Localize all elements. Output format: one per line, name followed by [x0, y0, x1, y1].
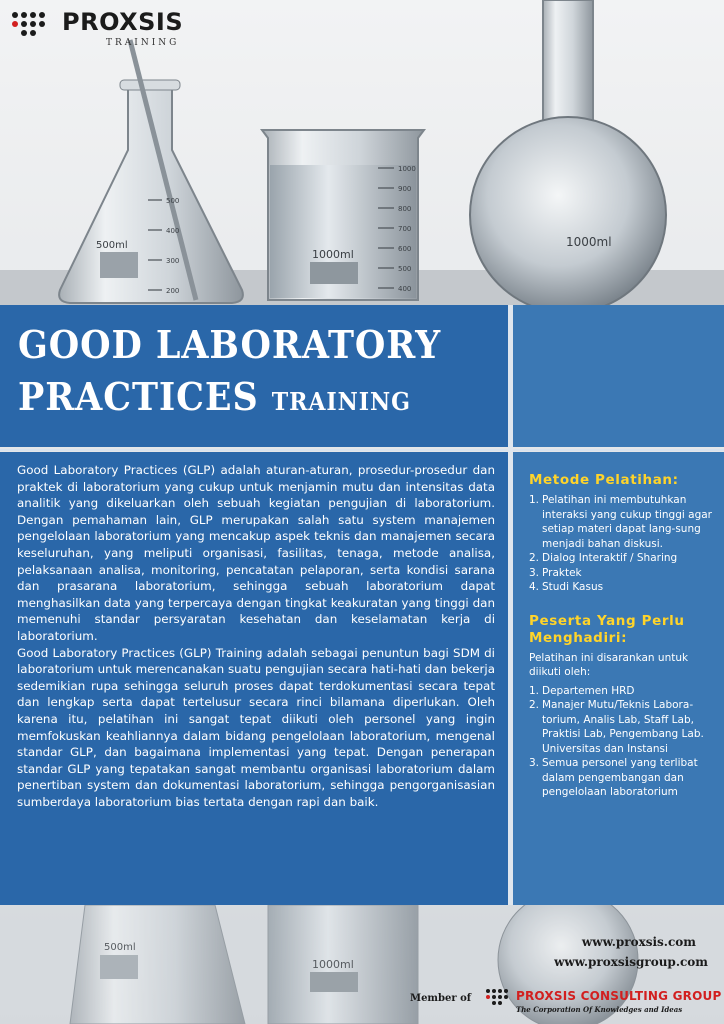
description-paragraph-1: Good Laboratory Practices (GLP) adalah aturan-aturan, prosedur-prosedur dan praktek di laboratorium yang cukup untuk menjamin mutu dan intensitas data analitik yang dikeluarkan oleh sebuah kegiatan pengujian di laboratorium. Dengan pemahaman lain, GLP merupakan salah satu system manajemen pengelolaan laboratorium yang mencakup aspek teknis dan manajemen secara keseluruhan, yang meliputi organisasi, fasilitas, tenaga, metode analisa, pelaksanaan analisa, monitoring, pencatatan pelaporan, serta kondisi sarana dan prasarana laboratorium, sehingga sebuah laboratorium dapat menghasilkan data yang terpercaya dengan tingkat keakuratan yang tinggi dan memenuhi standar persyaratan kesehatan dan keselamatan kerja di laboratorium.: [17, 463, 495, 643]
beaker-graduation-label: 600: [398, 245, 412, 253]
flask-graduation-label: 500: [166, 197, 180, 205]
list-item: 2. Dialog Interaktif / Sharing: [529, 552, 678, 564]
group-name: PROXSIS CONSULTING GROUP: [516, 989, 722, 1003]
info-sidebar: [513, 452, 724, 905]
list-item: 1. Departemen HRD: [529, 684, 635, 697]
svg-text:1000ml: 1000ml: [312, 958, 354, 971]
beaker-graduation-label: 500: [398, 265, 412, 273]
metode-list: [529, 493, 715, 595]
logo-name: PROXSIS: [62, 8, 184, 36]
svg-text:1000ml: 1000ml: [566, 235, 612, 249]
beaker: [262, 130, 424, 300]
beaker-graduation-label: 1000: [398, 165, 416, 173]
svg-text:500ml: 500ml: [96, 240, 128, 251]
proxsis-group-logo: [486, 987, 722, 1019]
beaker-graduation-label: 900: [398, 185, 412, 193]
svg-text:1000ml: 1000ml: [312, 248, 354, 261]
description-paragraph-2: Good Laboratory Practices (GLP) Training adalah sebagai penuntun bagi SDM di laboratorium untuk merencanakan suatu pengujian secara hati-hati dan bekerja sedemikian rupa sehingga seluruh proses dapat terdokumentasi secara tepat dan lengkap serta dapat tertelusur secara rinci bilamana diperlukan. Oleh karena itu, pelatihan ini sangat tepat diikuti oleh personel yang ingin memfokuskan keahliannya dalam bidang pengelolaan laboratorium, mengenal standar GLP, dan bagaimana implementasi yang tepat. Dengan penerapan standar GLP yang tepatakan sangat membantu organisasi laboratorium dalam penertiban system dan dokumentasi laboratorium, sehingga pengorganisasian sumberdaya laboratorium bias tertata dengan rapi dan baik.: [17, 645, 495, 809]
title-band: [0, 305, 508, 447]
flask-graduation-label: 200: [166, 287, 180, 295]
member-of-label: Member of: [410, 993, 472, 1004]
logo-subtitle: TRAINING: [106, 38, 180, 48]
group-tagline: The Corporation Of Knowledges and Ideas: [516, 1005, 683, 1014]
metode-heading: Metode Pelatihan:: [529, 472, 679, 488]
title-line-1: GOOD LABORATORY: [18, 322, 442, 367]
flask-graduation-label: 300: [166, 257, 180, 265]
proxsis-training-logo: [12, 6, 212, 50]
beaker-graduation-label: 700: [398, 225, 412, 233]
divider-right: [513, 449, 724, 451]
list-item: 4. Studi Kasus: [529, 581, 604, 593]
logo-dots-icon: [12, 12, 56, 42]
list-item: 2. Manajer Mutu/Teknis Labora-torium, Analis Lab, Staff Lab, Praktisi Lab, Pengembang Lab. Universitas dan Instansi: [529, 699, 704, 755]
list-item: 3. Semua personel yang terlibat dalam pengembangan dan pengelolaan laboratorium: [529, 757, 698, 798]
peserta-intro: Pelatihan ini disarankan untuk diikuti oleh:: [529, 651, 689, 678]
beaker-graduation-label: 800: [398, 205, 412, 213]
description-panel: [0, 452, 508, 905]
svg-text:500ml: 500ml: [104, 942, 136, 953]
peserta-list: [529, 684, 715, 800]
website-link-proxsis[interactable]: www.proxsis.com: [581, 935, 696, 949]
title-line-2-small: TRAINING: [271, 387, 411, 416]
group-logo-dots-icon: [486, 989, 512, 1013]
peserta-heading: Peserta Yang Perlu Menghadiri:: [529, 612, 685, 646]
beaker-graduation-label: 400: [398, 285, 412, 293]
page-title: [18, 319, 441, 428]
divider-left: [0, 449, 508, 451]
title-line-2: PRACTICES: [18, 374, 259, 419]
flask-graduation-label: 400: [166, 227, 180, 235]
description-text: [17, 462, 495, 810]
list-item: 1. Pelatihan ini membutuhkan interaksi yang cukup tinggi agar setiap materi dapat lang-sung menjadi bahan diskusi.: [529, 494, 712, 550]
list-item: 3. Praktek: [529, 566, 582, 579]
title-band-right: [513, 305, 724, 447]
website-link-proxsisgroup[interactable]: www.proxsisgroup.com: [554, 955, 708, 969]
